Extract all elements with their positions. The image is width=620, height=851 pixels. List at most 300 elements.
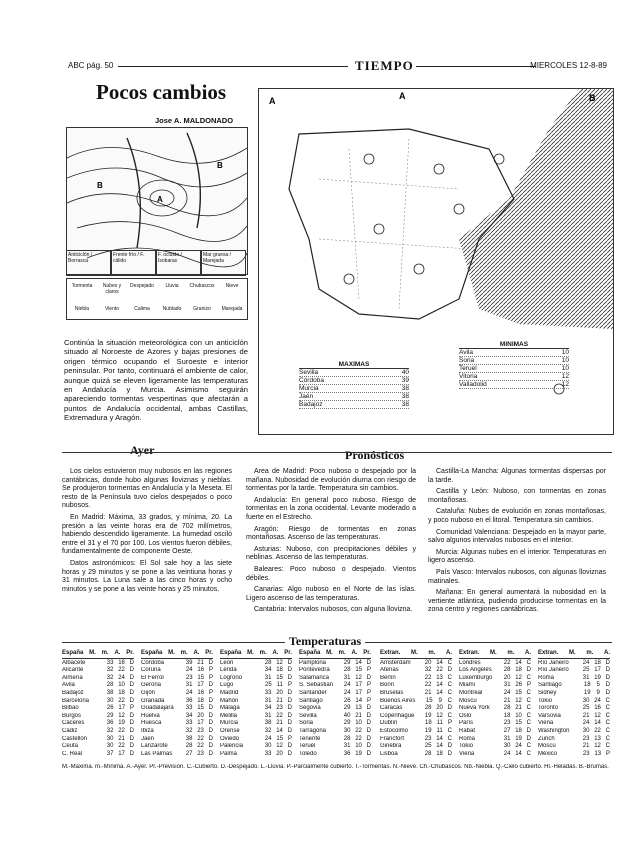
thermo-max-row (299, 393, 409, 401)
temp-cell: 40 (343, 712, 351, 719)
table-row (299, 675, 371, 683)
table-row (299, 667, 371, 675)
temp-cell: C (447, 735, 452, 742)
city-name: Río Janeiro (538, 659, 569, 666)
city-name: C. Real (62, 750, 83, 757)
temp-cell: 33 (106, 659, 114, 666)
hail-icon: Granizo (193, 306, 211, 312)
temp-cell: C (526, 697, 531, 704)
fog-icon: Niebla (74, 306, 90, 312)
column-header: España (220, 650, 242, 656)
column-header: m. (338, 650, 346, 656)
temp-cell: 30 (343, 727, 351, 734)
temp-cell: 25 (265, 682, 272, 689)
header-rule-right (416, 66, 536, 67)
city-name: Copenhague (380, 712, 415, 719)
thermo-max-value: 39 (401, 377, 409, 384)
table-row (220, 713, 292, 721)
table-row (459, 682, 531, 690)
temp-cell: 23 (185, 674, 193, 681)
temp-cell: D (447, 705, 452, 712)
temp-cell: 12 (515, 674, 522, 681)
table-row (380, 698, 452, 706)
temp-table-header (299, 650, 371, 659)
thermo-max-city: Jaén (299, 393, 314, 400)
pron1-p4: Asturias: Nuboso, con precipitaciones débiles y neblinas. Ascenso de las temperaturas. (246, 545, 416, 562)
temp-cell: 30 (582, 727, 590, 734)
city-name: Almería (62, 674, 83, 681)
svg-text:B: B (97, 181, 103, 190)
temp-cell: 24 (343, 689, 351, 696)
table-row (299, 728, 371, 736)
city-name: Miami (459, 682, 475, 689)
thermo-max-value: 38 (401, 401, 409, 408)
temp-cell: 13 (436, 674, 443, 681)
temp-table-header (220, 650, 292, 659)
section-temperaturas: Temperaturas (285, 634, 365, 649)
table-row (220, 728, 292, 736)
pron1-p2: Andalucía: En general poco nuboso. Riesgo de tormentas en la zona occidental. Levante moderado a fuerte en el Estrecho. (246, 496, 416, 521)
city-name: Tokio (459, 743, 474, 750)
city-name: Amsterdam (380, 659, 411, 666)
column-header: m. (428, 650, 436, 656)
city-name: Madrid (220, 689, 239, 696)
table-row (62, 713, 134, 721)
temp-cell: 14 (515, 659, 522, 666)
temp-cell: P (129, 705, 134, 712)
table-row (538, 660, 610, 668)
table-row (380, 713, 452, 721)
temp-table (538, 650, 610, 758)
temp-cell: 13 (594, 735, 601, 742)
table-row (459, 698, 531, 706)
city-name: Viena (538, 720, 554, 727)
partly-cloudy-icon: Nubes y claros (102, 283, 122, 295)
temp-cell: 9 (438, 697, 442, 704)
temp-cell: 12 (594, 712, 601, 719)
temp-cell: 11 (436, 720, 443, 727)
temp-cell: 16 (197, 667, 205, 674)
temp-cell: 29 (343, 659, 351, 666)
temp-cell: 10 (515, 712, 522, 719)
column-header: A. (351, 650, 358, 656)
temp-cell: 22 (118, 667, 125, 674)
city-name: Ginebra (380, 743, 402, 750)
temp-cell: 33 (264, 750, 272, 757)
city-name: Buenos Aires (380, 697, 416, 704)
legend-anticyclone: Anticiclón / Borrasca (66, 250, 111, 276)
temp-cell: C (526, 712, 531, 719)
city-name: Cáceres (62, 720, 85, 727)
temp-cell: 14 (515, 750, 522, 757)
table-row (299, 690, 371, 698)
city-name: Murcia (220, 720, 239, 727)
temp-cell: 14 (355, 697, 363, 704)
city-name: Zurich (538, 735, 555, 742)
column-header: m. (507, 650, 515, 656)
temp-cell: 33 (185, 720, 193, 727)
column-header: A. (193, 650, 200, 656)
column-header: M. (89, 650, 96, 656)
table-row (220, 751, 292, 759)
temp-cell: 22 (436, 667, 443, 674)
temp-cell: 38 (185, 735, 193, 742)
temp-cell: 26 (515, 682, 523, 689)
weather-icon-key (66, 278, 248, 320)
city-name: Moscú (459, 697, 477, 704)
column-header: Extran. (380, 650, 401, 656)
table-row (299, 705, 371, 713)
temp-cell: D (366, 735, 371, 742)
temp-cell: 11 (276, 682, 283, 689)
table-row (459, 736, 531, 744)
table-row (141, 682, 213, 690)
ayer-p3: Datos astronómicos: El Sol sale hoy a las siete horas y 29 minutos y se pone a las veintiuna horas y 31 minutos. La Luna sale a las cinco horas y ocho minutos y se pone a las veinte horas y 25 minutos. (62, 559, 232, 593)
legend-footer: M.-Máxima. m.-Mínima. A.-Ayer. Pr.-Previsión. C.-Cubierto. D.-Despejado. L.-Lluvia. P.-Parcialmente cubierto. T.-Tormentas. N.-Nieve. Ch.-Chubascos. Nb.-Niebla. Q.-Cielo cubierto. Hl.-Heladas. B.-Brumas. (62, 764, 609, 770)
temp-cell: 11 (436, 727, 443, 734)
temp-cell: 25 (424, 743, 432, 750)
temp-cell: 28 (424, 750, 432, 757)
city-name: Washington (538, 727, 570, 734)
city-name: Pamplona (299, 659, 327, 666)
city-name: Gerona (141, 682, 162, 689)
city-name: Bonn (380, 682, 395, 689)
temp-cell: D (447, 750, 452, 757)
temp-cell: 15 (355, 667, 363, 674)
temp-cell: 23 (503, 720, 511, 727)
temp-cell: 12 (276, 659, 283, 666)
temp-cell: 32 (264, 727, 272, 734)
table-row (538, 743, 610, 751)
city-name: París (459, 720, 474, 727)
table-row (459, 690, 531, 698)
temp-cell: 24 (118, 674, 125, 681)
city-name: Caracas (380, 705, 403, 712)
issue-date: MIERCOLES 12-8-89 (530, 61, 607, 70)
city-name: Santiago (299, 697, 323, 704)
temp-cell: 21 (582, 743, 590, 750)
temp-cell: 31 (264, 697, 272, 704)
table-row (380, 675, 452, 683)
column-header: M. (247, 650, 254, 656)
column-header: Pr. (126, 650, 134, 656)
temp-cell: D (129, 689, 134, 696)
swell-icon: Marejada (221, 306, 243, 312)
temp-cell: 23 (197, 727, 204, 734)
temp-cell: 24 (185, 667, 193, 674)
table-row (459, 751, 531, 759)
temp-cell: 17 (197, 682, 204, 689)
temp-cell: 22 (118, 697, 125, 704)
pron2-p6: País Vasco: Intervalos nubosos, con algunas lloviznas matinales. (428, 568, 606, 585)
column-header: A. (272, 650, 279, 656)
temp-cell: 28 (343, 667, 351, 674)
city-name: Roma (459, 735, 476, 742)
temp-cell: C (605, 712, 610, 719)
column-header: A. (604, 650, 610, 656)
table-row (299, 743, 371, 751)
temp-cell: 18 (515, 727, 522, 734)
temp-cell: 28 (106, 682, 114, 689)
page-header (60, 58, 615, 74)
temp-cell: 22 (197, 743, 204, 750)
table-row (62, 660, 134, 668)
table-row (220, 736, 292, 744)
temp-cell: C (447, 697, 452, 704)
table-row (380, 660, 452, 668)
temp-cell: D (287, 705, 292, 712)
temp-cell: D (208, 682, 213, 689)
temp-cell: 28 (503, 705, 511, 712)
table-row (299, 682, 371, 690)
temp-cell: 33 (264, 689, 272, 696)
temp-table-header (141, 650, 213, 659)
column-header: A. (525, 650, 531, 656)
section-pronosticos: Pronósticos (345, 448, 405, 462)
temp-cell: P (526, 682, 531, 689)
temp-cell: D (287, 743, 292, 750)
temp-cell: D (526, 735, 531, 742)
temp-cell: 27 (185, 750, 193, 757)
temp-cell: D (208, 697, 213, 704)
temp-table-header (62, 650, 134, 659)
table-row (380, 667, 452, 675)
thermo-max-city: Badajoz (299, 401, 323, 408)
temp-cell: 26 (343, 697, 351, 704)
city-name: Luxemburgo (459, 674, 493, 681)
temp-cell: 36 (343, 750, 351, 757)
temp-cell: 24 (264, 735, 272, 742)
temp-cell: D (366, 743, 371, 750)
temp-cell: 20 (436, 705, 443, 712)
temp-cell: 22 (197, 735, 204, 742)
city-name: S. Sebastián (299, 682, 334, 689)
temp-cell: 19 (583, 689, 591, 696)
temp-cell: D (366, 705, 371, 712)
city-name: Melilla (220, 712, 238, 719)
temp-cell: 18 (503, 712, 511, 719)
temp-cell: C (605, 697, 610, 704)
table-row (141, 667, 213, 675)
temp-cell: C (447, 712, 452, 719)
haze-icon: Calima (134, 306, 150, 312)
temp-cell: 16 (197, 689, 205, 696)
table-row (538, 705, 610, 713)
temp-cell: 24 (503, 750, 511, 757)
thermo-min-city: Avila (459, 349, 473, 356)
svg-text:A: A (157, 195, 163, 204)
table-row (220, 667, 292, 675)
city-name: Toronto (538, 705, 559, 712)
city-name: Tenerife (299, 735, 321, 742)
temp-cell: 24 (343, 682, 351, 689)
table-row (538, 698, 610, 706)
temp-cell: 31 (264, 674, 272, 681)
pron2-p4: Comunidad Valenciana: Despejado en la mayor parte, salvo algunos intervalos nubosos en el interior. (428, 528, 606, 545)
table-row (459, 660, 531, 668)
table-row (62, 667, 134, 675)
column-header: España (141, 650, 163, 656)
temp-cell: D (208, 720, 213, 727)
temp-cell: 23 (582, 735, 590, 742)
table-row (380, 728, 452, 736)
table-row (62, 720, 134, 728)
forecast-map (258, 88, 614, 435)
column-header: España (62, 650, 84, 656)
temp-cell: 34 (264, 705, 272, 712)
pron1-p7: Cantabria: Intervalos nubosos, con alguna llovizna. (254, 606, 413, 614)
city-name: Bilbao (62, 705, 79, 712)
column-header: Pr. (205, 650, 213, 656)
temp-cell: C (526, 705, 531, 712)
temp-cell: 30 (503, 743, 511, 750)
temp-cell: 12 (118, 712, 125, 719)
city-name: Nueva York (459, 705, 490, 712)
temp-cell: C (447, 727, 452, 734)
temp-cell: P (605, 750, 610, 757)
pron2-p7: Mañana: En general aumentará la nubosidad en la vertiente atlántica, pudiendo producirse tormentas en la zona centro y regiones cantábricas. (428, 589, 606, 614)
temp-cell: D (208, 735, 213, 742)
temp-cell: 31 (503, 735, 511, 742)
temp-cell: 28 (424, 705, 432, 712)
temp-cell: D (129, 743, 134, 750)
temp-cell: 18 (436, 750, 443, 757)
city-name: Palencia (220, 743, 244, 750)
temp-cell: 24 (582, 659, 590, 666)
city-name: Palma (220, 750, 238, 757)
pronosticos-col1 (246, 468, 416, 618)
city-name: Francfort (380, 735, 405, 742)
temp-cell: 17 (355, 689, 363, 696)
pron2-p3: Cataluña: Nubes de evolución en zonas montañosas, y poco nuboso en el litoral. Temperatura sin cambios. (428, 508, 606, 524)
city-name: Tokio (538, 697, 553, 704)
city-name: Córdoba (141, 659, 165, 666)
table-row (459, 713, 531, 721)
temp-cell: 22 (355, 735, 362, 742)
temp-cell: 22 (424, 682, 432, 689)
temp-cell: P (366, 689, 371, 696)
table-row (459, 728, 531, 736)
temp-cell: 32 (106, 667, 114, 674)
city-name: Bruselas (380, 689, 404, 696)
temp-cell: 19 (355, 750, 362, 757)
temp-cell: 22 (424, 674, 432, 681)
temp-cell: 28 (264, 659, 272, 666)
temp-cell: 28 (185, 743, 193, 750)
city-name: Lisboa (380, 750, 398, 757)
temp-cell: D (366, 659, 371, 666)
column-header: m. (180, 650, 188, 656)
column-header: Pr. (284, 650, 292, 656)
temp-cell: P (366, 682, 371, 689)
table-row (538, 720, 610, 728)
temp-cell: 24 (582, 720, 590, 727)
temp-cell: C (447, 674, 452, 681)
temp-cell: 12 (594, 743, 601, 750)
temp-cell: 14 (276, 727, 283, 734)
temp-cell: 10 (118, 682, 125, 689)
temp-cell: P (366, 697, 371, 704)
temp-cell: D (208, 750, 213, 757)
city-name: Las Palmas (141, 750, 173, 757)
temp-cell: 19 (424, 712, 432, 719)
column-header: Extran. (459, 650, 480, 656)
temp-cell: 21 (582, 712, 590, 719)
table-row (220, 690, 292, 698)
city-name: Salamanca (299, 674, 330, 681)
city-name: Atenas (380, 667, 399, 674)
temp-cell: P (366, 667, 371, 674)
temp-cell: 32 (106, 727, 114, 734)
city-name: Burgos (62, 712, 82, 719)
city-name: Orense (220, 727, 240, 734)
temp-table-header (380, 650, 452, 659)
temp-cell: 15 (515, 689, 522, 696)
temp-cell: 37 (106, 750, 114, 757)
temp-cell: 12 (276, 743, 283, 750)
temp-cell: D (605, 689, 610, 696)
temp-cell: 10 (355, 743, 362, 750)
temp-cell: 29 (343, 720, 351, 727)
table-row (538, 690, 610, 698)
thermo-min-row (459, 349, 569, 357)
temp-cell: 30 (264, 743, 272, 750)
table-row (220, 698, 292, 706)
city-name: Sidney (538, 689, 557, 696)
temp-cell: 17 (118, 705, 126, 712)
temp-cell: 17 (594, 667, 601, 674)
temp-cell: 32 (424, 667, 432, 674)
svg-text:A: A (399, 91, 406, 101)
temp-table-header (459, 650, 531, 659)
temp-cell: 21 (197, 659, 204, 666)
temp-cell: 18 (515, 667, 522, 674)
table-row (538, 736, 610, 744)
temp-cell: D (605, 674, 610, 681)
table-row (459, 705, 531, 713)
temp-cell: 34 (185, 712, 193, 719)
temp-table (459, 650, 531, 758)
temp-cell: 30 (106, 743, 114, 750)
ayer-p1: Los cielos estuvieron muy nubosos en las regiones cantábricas, donde hubo algunas lloviznas y nieblas. Se produjeron tormentas en Andalucía y la Meseta. El resto de la Península tuvo cielos despejados o poco nubosos. (62, 468, 232, 510)
temp-cell: 13 (594, 750, 602, 757)
temp-cell: 20 (276, 750, 283, 757)
byline: Jose A. MALDONADO (155, 116, 234, 125)
column-header: Extran. (538, 650, 559, 656)
temp-cell: 15 (276, 735, 284, 742)
temp-cell: D (287, 697, 292, 704)
table-row (141, 751, 213, 759)
temp-cell: 21 (424, 689, 432, 696)
city-name: León (220, 659, 234, 666)
temp-cell: 14 (436, 735, 443, 742)
temp-cell: D (366, 750, 371, 757)
city-name: Teruel (299, 743, 316, 750)
table-row (141, 698, 213, 706)
temp-cell: 31 (503, 682, 511, 689)
city-name: Pontevedra (299, 667, 330, 674)
legend-fronts: Frente frío / F. cálido (111, 250, 156, 276)
temp-cell: 16 (118, 659, 125, 666)
city-name: Granada (141, 697, 165, 704)
city-name: Toledo (299, 750, 317, 757)
city-name: Los Angeles (459, 667, 492, 674)
table-row (62, 698, 134, 706)
city-name: Varsovia (538, 712, 561, 719)
thermo-min-row (459, 365, 569, 373)
temp-cell: D (129, 720, 134, 727)
column-header: A. (114, 650, 121, 656)
